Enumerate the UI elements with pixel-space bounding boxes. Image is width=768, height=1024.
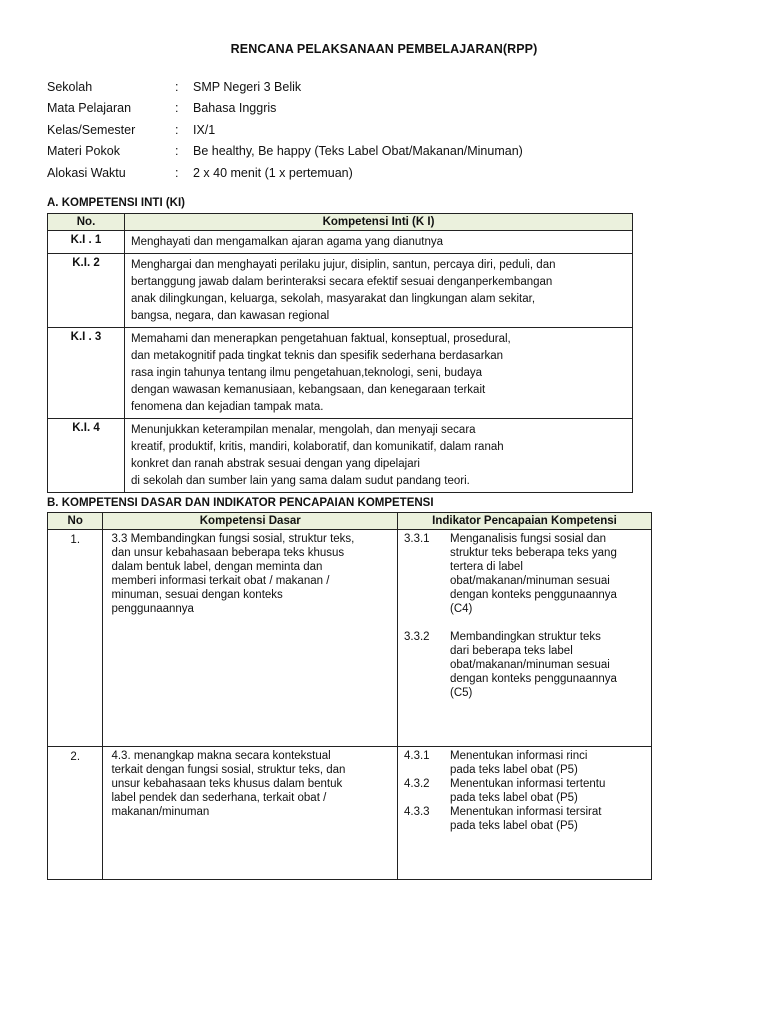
kd-line: 3.3 Membandingkan fungsi sosial, struktur teks, [111, 533, 355, 545]
kd-line: makanan/minuman [111, 806, 210, 818]
indicator-code: 3.3.1 [404, 533, 430, 545]
indicator-item [404, 630, 645, 700]
section-a-heading: A. KOMPETENSI INTI (KI) [47, 197, 185, 209]
section-b-heading: B. KOMPETENSI DASAR DAN INDIKATOR PENCAPAIAN KOMPETENSI [47, 497, 434, 509]
kd-line: dan unsur kebahasaan beberapa teks khusus [111, 547, 345, 559]
indicator-line: Menentukan informasi tertentu [450, 778, 606, 790]
indicator-line: tertera di label [450, 561, 523, 573]
ki-line: dengan wawasan kemanusiaan, kebangsaan, dan kenegaraan terkait [131, 384, 486, 396]
indicator-line: dengan konteks penggunaannya [450, 589, 617, 601]
indicator-item [404, 532, 645, 616]
ki-description [125, 231, 633, 254]
indicator-description [450, 805, 645, 833]
ki-description [125, 254, 633, 328]
indicator-code: 4.3.1 [404, 750, 430, 762]
info-label: Mata Pelajaran [47, 101, 132, 116]
info-value: SMP Negeri 3 Belik [193, 79, 302, 94]
info-value: IX/1 [193, 122, 216, 137]
kd-line: label pendek dan sederhana, terkait obat / [111, 792, 327, 804]
indicator-line: dengan konteks penggunaannya [450, 673, 617, 685]
indicator-item [404, 805, 645, 833]
info-colon: : [175, 144, 179, 159]
indicator-line: pada teks label obat (P5) [450, 792, 578, 804]
kd-line: memberi informasi terkait obat / makanan / [111, 575, 330, 587]
indicator-item [404, 749, 645, 777]
kd-description [103, 747, 398, 880]
indicator-code: 3.3.2 [404, 631, 430, 643]
document-title: RENCANA PELAKSANAAN PEMBELAJARAN(RPP) [230, 42, 538, 56]
indicator-description [450, 630, 645, 700]
ki-line: anak dilingkungan, keluarga, sekolah, masyarakat dan lingkungan alam sekitar, [131, 293, 536, 305]
indicator-line: pada teks label obat (P5) [450, 820, 578, 832]
ki-col-no: No. [48, 214, 125, 231]
indicator-line: Menganalisis fungsi sosial dan [450, 533, 606, 545]
ki-line: fenomena dan kejadian tampak mata. [131, 401, 324, 413]
info-row [47, 98, 523, 120]
ki-line: bangsa, negara, dan kawasan regional [131, 310, 330, 322]
ki-description [125, 419, 633, 493]
info-row [47, 141, 523, 163]
info-colon: : [175, 79, 179, 94]
indicator-line: Membandingkan struktur teks [450, 631, 601, 643]
indicator-code: 4.3.2 [404, 778, 430, 790]
kd-line: penggunaannya [111, 603, 194, 615]
info-colon: : [175, 165, 179, 180]
kd-row [48, 530, 652, 747]
info-row [47, 76, 523, 98]
kd-col-no: No [48, 513, 103, 530]
ki-line: konkret dan ranah abstrak sesuai dengan yang dipelajari [131, 458, 420, 470]
indicator-cell [398, 530, 652, 747]
indicator-line: obat/makanan/minuman sesuai [450, 659, 610, 671]
kd-description [103, 530, 398, 747]
info-label: Kelas/Semester [47, 122, 136, 137]
kd-row [48, 747, 652, 880]
kd-number: 2. [48, 747, 103, 880]
kd-table [47, 512, 652, 880]
ki-number: K.I . 1 [48, 231, 125, 254]
indicator-line: Menentukan informasi rinci [450, 750, 588, 762]
ki-number: K.I . 3 [48, 328, 125, 419]
kd-col-kd: Kompetensi Dasar [103, 513, 398, 530]
indicator-line: obat/makanan/minuman sesuai [450, 575, 610, 587]
indicator-description [450, 777, 645, 805]
kd-line: dalam bentuk label, dengan meminta dan [111, 561, 323, 573]
info-row [47, 119, 523, 141]
kd-line: 4.3. menangkap makna secara kontekstual [111, 750, 331, 762]
ki-row [48, 231, 633, 254]
ki-line: bertanggung jawab dalam berinteraksi secara efektif sesuai denganperkembangan [131, 276, 553, 288]
ki-line: Menghargai dan menghayati perilaku jujur, disiplin, santun, percaya diri, peduli, dan [131, 259, 556, 271]
indicator-line: struktur teks beberapa teks yang [450, 547, 617, 559]
ki-col-title: Kompetensi Inti (K I) [125, 214, 633, 231]
ki-line: Menunjukkan keterampilan menalar, mengolah, dan menyaji secara [131, 424, 476, 436]
info-value: Be healthy, Be happy (Teks Label Obat/Makanan/Minuman) [193, 144, 523, 159]
info-block [47, 76, 523, 184]
ki-row [48, 419, 633, 493]
indicator-code: 4.3.3 [404, 806, 430, 818]
info-value: Bahasa Inggris [193, 101, 277, 116]
indicator-description [450, 532, 645, 616]
kd-line: unsur kebahasaan teks khusus dalam bentuk [111, 778, 343, 790]
indicator-description [450, 749, 645, 777]
ki-number: K.I. 4 [48, 419, 125, 493]
ki-line: Menghayati dan mengamalkan ajaran agama yang dianutnya [131, 236, 443, 248]
ki-description [125, 328, 633, 419]
indicator-gap [404, 616, 645, 630]
indicator-line: pada teks label obat (P5) [450, 764, 578, 776]
ki-line: dan metakognitif pada tingkat teknis dan spesifik sederhana berdasarkan [131, 350, 504, 362]
indicator-line: (C5) [450, 687, 473, 699]
ki-number: K.I. 2 [48, 254, 125, 328]
indicator-item [404, 777, 645, 805]
ki-row [48, 328, 633, 419]
indicator-cell [398, 747, 652, 880]
info-colon: : [175, 101, 179, 116]
info-value: 2 x 40 menit (1 x pertemuan) [193, 165, 353, 180]
indicator-line: dari beberapa teks label [450, 645, 573, 657]
info-row [47, 162, 523, 184]
ki-line: Memahami dan menerapkan pengetahuan faktual, konseptual, prosedural, [131, 333, 511, 345]
indicator-line: (C4) [450, 603, 473, 615]
kd-number: 1. [48, 530, 103, 747]
info-label: Materi Pokok [47, 144, 120, 159]
ki-row [48, 254, 633, 328]
kd-line: minuman, sesuai dengan konteks [111, 589, 283, 601]
info-label: Sekolah [47, 79, 93, 94]
ki-line: rasa ingin tahunya tentang ilmu pengetahuan,teknologi, seni, budaya [131, 367, 483, 379]
info-colon: : [175, 122, 179, 137]
kd-line: terkait dengan fungsi sosial, struktur teks, dan [111, 764, 346, 776]
ki-line: kreatif, produktif, kritis, mandiri, kolaboratif, dan komunikatif, dalam ranah [131, 441, 504, 453]
ki-table [47, 213, 633, 493]
ki-line: di sekolah dan sumber lain yang sama dalam sudut pandang teori. [131, 475, 470, 487]
kd-col-ind: Indikator Pencapaian Kompetensi [398, 513, 652, 530]
indicator-line: Menentukan informasi tersirat [450, 806, 602, 818]
info-label: Alokasi Waktu [47, 165, 126, 180]
